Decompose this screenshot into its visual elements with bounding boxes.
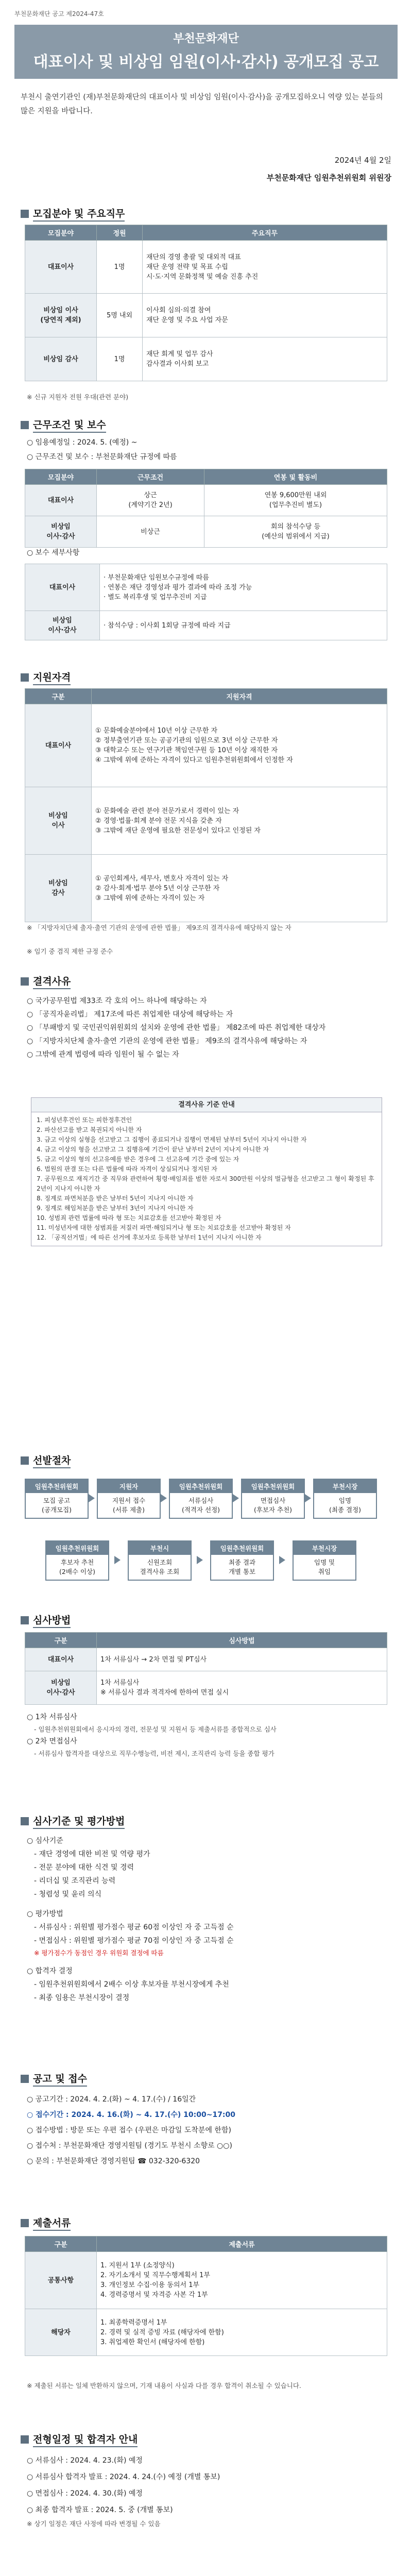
signer: 부천문화재단 임원추천위원회 위원장 — [266, 173, 391, 182]
flow-step: 부천시 신원조회 결격사유 조회 — [128, 1540, 192, 1581]
list-item: ○ 평가방법 — [27, 1910, 63, 1918]
list-item: ○ 서류심사 : 2024. 4. 23.(화) 예정 — [27, 2456, 143, 2465]
list-item: - 청렴성 및 윤리 의식 — [34, 1890, 102, 1899]
guide-line: 5. 금고 이상의 형의 선고유예를 받은 경우에 그 선고유예 기간 중에 있는 자 — [37, 1156, 239, 1163]
table-row: 대표이사 1차 서류심사 → 2차 면접 및 PT심사 — [25, 1648, 387, 1671]
section-marker-icon — [21, 210, 29, 218]
list-item: ○ 접수처 : 부천문화재단 경영지원팀 (경기도 부천시 소향로 ○○) — [27, 2142, 232, 2150]
flow-step: 임원추천위원회 최종 결과 개별 통보 — [210, 1540, 274, 1581]
table-row: 비상임 이사 ① 문화예술 관련 분야 전문가로서 경력이 있는 자 ② 경영·법률·회계 분야 전문 지식을 갖춘 자 ③ 그밖에 재단 운영에 필요한 전문성이 있다고 인정된 자 — [25, 787, 387, 855]
section-marker-icon — [21, 977, 29, 986]
table-row: 해당자 1. 최종학력증명서 1부 2. 경력 및 실적 증빙 자료 (해당자에 한함) 3. 취업제한 확인서 (해당자에 한함) — [25, 2309, 387, 2356]
org-name: 부천문화재단 — [173, 32, 239, 45]
list-item: ※ 평가점수가 동점인 경우 위원회 결정에 따름 — [34, 1949, 164, 1957]
arrow-right-icon — [279, 1556, 285, 1564]
arrow-right-icon — [233, 1494, 239, 1502]
col-header: 근무조건 — [97, 469, 204, 485]
list-item: ○ 2차 면접심사 — [27, 1737, 77, 1745]
col-header: 연봉 및 활동비 — [204, 469, 387, 485]
bullet-text: ○ 보수 세부사항 — [27, 549, 80, 557]
section-marker-icon — [21, 1616, 29, 1624]
page-title: 대표이사 및 비상임 임원(이사·감사) 공개모집 공고 — [33, 53, 379, 71]
section-title-9: 제출서류 — [21, 2215, 71, 2229]
arrow-right-icon — [89, 1494, 95, 1502]
intro-text: 부천시 출연기관인 (재)부천문화재단의 대표이사 및 비상임 임원(이사·감사)을 공개모집하오니 역량 있는 분들의 많은 지원을 바랍니다. — [21, 93, 383, 115]
arrow-right-icon — [305, 1494, 311, 1502]
guide-line: 11. 미성년자에 대한 성범죄를 저질러 파면·해임되거나 형 또는 치료감호를 선고받아 확정된 자 — [37, 1224, 291, 1231]
section-title-4: 결격사유 — [21, 974, 71, 988]
flow-step: 부천시장 임명 (최종 결정) — [313, 1479, 377, 1519]
bullet-text: ○ 임용예정일 : 2024. 5. (예정) ~ — [27, 438, 138, 447]
section-marker-icon — [21, 2219, 29, 2227]
guide-line: 8. 징계로 파면처분을 받은 날부터 5년이 지나지 아니한 자 — [37, 1195, 194, 1202]
list-item: ○ 「지방자치단체 출자·출연 기관의 운영에 관한 법률」 제9조의 결격사유에 해당하는 자 — [27, 1037, 307, 1045]
list-item: ○ 접수방법 : 방문 또는 우편 접수 (우편은 마감일 도착분에 한함) — [27, 2126, 231, 2134]
list-item: ○ 그밖에 관계 법령에 따라 임원이 될 수 없는 자 — [27, 1050, 179, 1059]
guide-line: 12. 「공직선거법」에 따른 선거에 후보자로 등록한 날부터 1년이 지나지 아니한 자 — [37, 1234, 262, 1241]
bullet-text: ○ 근무조건 및 보수 : 부천문화재단 규정에 따름 — [27, 453, 177, 461]
announcement-number: 부천문화재단 공고 제2024-47호 — [14, 10, 104, 18]
guide-line: 3. 금고 이상의 실형을 선고받고 그 집행이 종료되거나 집행이 면제된 날부터 5년이 지나지 아니한 자 — [37, 1136, 307, 1143]
table-row: 대표이사 · 부천문화재단 임원보수규정에 따름 · 연봉은 재단 경영성과 평가 결과에 따라 조정 가능 · 별도 복리후생 및 업무추진비 지급 — [25, 564, 387, 611]
list-item: - 임원추천위원회에서 2배수 이상 후보자를 부천시장에게 추천 — [34, 1980, 229, 1989]
list-item: - 리더십 및 조직관리 능력 — [34, 1877, 116, 1885]
section-title-8: 공고 및 접수 — [21, 2071, 87, 2085]
list-item: - 전문 분야에 대한 식견 및 경력 — [34, 1863, 134, 1872]
table-row: 비상임 감사 ① 공인회계사, 세무사, 변호사 자격이 있는 자 ② 감사·회계·법무 분야 5년 이상 근무한 자 ③ 그밖에 위에 준하는 자격이 있는 자 — [25, 855, 387, 922]
table-screening — [25, 1632, 387, 1705]
list-item: ○ 국가공무원법 제33조 각 호의 어느 하나에 해당하는 자 — [27, 997, 207, 1005]
flow-step: 지원자 지원서 접수 (서류 제출) — [97, 1479, 161, 1519]
list-item: ○ 면접심사 : 2024. 4. 30.(화) 예정 — [27, 2489, 143, 2498]
section-marker-icon — [21, 1817, 29, 1825]
col-header: 제출서류 — [97, 2236, 387, 2252]
table-row: 공통사항 1. 지원서 1부 (소정양식) 2. 자기소개서 및 직무수행계획서 1부 3. 개인정보 수집·이용 동의서 1부 4. 경력증명서 및 자격증 사본 각 1부 — [25, 2252, 387, 2309]
disqualification-guide-box — [31, 1097, 382, 1246]
col-header: 구분 — [25, 2236, 97, 2252]
section-title-7: 심사기준 및 평가방법 — [21, 1814, 125, 1827]
list-item: ○ 「공직자윤리법」 제17조에 따른 취업제한 대상에 해당하는 자 — [27, 1010, 233, 1019]
table-row: 비상임 이사·감사 비상근 회의 참석수당 등 (예산의 범위에서 지급) — [25, 516, 387, 548]
note-text: ※ 제출된 서류는 일체 반환하지 않으며, 기재 내용이 사실과 다를 경우 합격이 취소될 수 있습니다. — [27, 2382, 301, 2389]
list-item: - 서류심사 : 위원별 평가점수 평균 60점 이상인 자 중 고득점 순 — [34, 1923, 234, 1931]
submission-list — [27, 2092, 387, 2169]
section-marker-icon — [21, 421, 29, 429]
list-item: ○ 최종 합격자 발표 : 2024. 5. 중 (개별 통보) — [27, 2506, 173, 2514]
section-title-2: 근무조건 및 보수 — [21, 417, 106, 431]
col-header: 지원자격 — [92, 689, 387, 704]
screening-details — [27, 1710, 387, 1759]
flow-step: 임원추천위원회 모집 공고 (공개모집) — [25, 1479, 89, 1519]
list-item: ○ 「부패방지 및 국민권익위원회의 설치와 운영에 관한 법률」 제82조에 따른 취업제한 대상자 — [27, 1024, 326, 1032]
col-header: 심사방법 — [97, 1633, 387, 1648]
guide-line: 10. 성범죄 관련 법률에 따라 형 또는 치료감호를 선고받아 확정된 자 — [37, 1214, 221, 1222]
list-item: ○ 합격자 결정 — [27, 1967, 73, 1975]
list-item: - 최종 임용은 부천시장이 결정 — [34, 1994, 130, 2002]
flow-step: 임원추천위원회 서류심사 (적격자 선정) — [169, 1479, 233, 1519]
list-item: ○ 접수기간 : 2024. 4. 16.(화) ~ 4. 17.(수) 10:00~17:00 — [27, 2111, 236, 2119]
guide-line: 1. 피성년후견인 또는 피한정후견인 — [37, 1116, 132, 1124]
arrow-right-icon — [114, 1556, 121, 1564]
section-marker-icon — [21, 1456, 29, 1465]
list-item: - 임원추천위원회에서 응시자의 경력, 전문성 및 지원서 등 제출서류를 종합적으로 심사 — [34, 1725, 277, 1733]
flow-step: 임원추천위원회 면접심사 (후보자 추천) — [241, 1479, 305, 1519]
table-conditions — [25, 469, 387, 548]
arrow-right-icon — [197, 1556, 203, 1564]
table-row: 대표이사 ① 문화예술분야에서 10년 이상 근무한 자 ② 정부출연기관 또는 공공기관의 임원으로 3년 이상 근무한 자 ③ 대학교수 또는 연구기관 책임연구원 등 10년 이상 재직한 자 ④ 그밖에 위에 준하는 자격이 있다고 임원추천위원회에서 인정한 자 — [25, 704, 387, 787]
flow-step: 임원추천위원회 후보자 추천 (2배수 이상) — [45, 1540, 109, 1581]
title-banner — [14, 25, 398, 79]
table-row: 대표이사 1명 재단의 경영 총괄 및 대외적 대표 재단 운영 전략 및 목표 수립 시·도·지역 문화정책 및 예술 진흥 추진 — [25, 241, 387, 294]
criteria-list — [27, 1834, 387, 2005]
list-item: - 면접심사 : 위원별 평가점수 평균 70점 이상인 자 중 고득점 순 — [34, 1937, 234, 1945]
table-recruit-fields — [25, 225, 387, 381]
note-text: ※ 「지방자치단체 출자·출연 기관의 운영에 관한 법률」 제9조의 결격사유에 해당하지 않는 자 — [27, 924, 291, 931]
schedule-list — [27, 2452, 387, 2529]
table-row: 비상임 감사 1명 재단 회계 및 업무 감사 감사결과 이사회 보고 — [25, 337, 387, 381]
section-title-3: 지원자격 — [21, 670, 71, 684]
col-header: 정원 — [97, 225, 143, 241]
guide-title: 결격사유 기준 안내 — [31, 1098, 382, 1112]
section-title-5: 선발절차 — [21, 1453, 71, 1467]
section-marker-icon — [21, 2075, 29, 2083]
table-documents — [25, 2236, 387, 2356]
guide-line: 7. 공무원으로 재직기간 중 직무와 관련하여 횡령·배임죄를 범한 자로서 300만원 이상의 벌금형을 선고받고 그 형이 확정된 후 2년이 지나지 아니한 자 — [37, 1175, 374, 1192]
table-pay-details — [25, 564, 387, 640]
col-header: 구분 — [25, 689, 92, 704]
list-item: ○ 문의 : 부천문화재단 경영지원팀 ☎ 032-320-6320 — [27, 2157, 200, 2165]
arrow-right-icon — [161, 1494, 167, 1502]
list-item: ○ 1차 서류심사 — [27, 1713, 77, 1721]
list-item: ○ 심사기준 — [27, 1837, 63, 1845]
list-item: ○ 서류심사 합격자 발표 : 2024. 4. 24.(수) 예정 (개별 통보) — [27, 2473, 220, 2481]
table-row: 비상임 이사 (당연직 제외) 5명 내외 이사회 심의·의결 참여 재단 운영 및 주요 사업 자문 — [25, 294, 387, 337]
col-header: 모집분야 — [25, 469, 97, 485]
note-text: ※ 신규 지원자 전원 우대(관련 분야) — [27, 393, 129, 401]
table-row: 대표이사 상근 (계약기간 2년) 연봉 9,600만원 내외 (업무추진비 별도) — [25, 485, 387, 516]
guide-line: 9. 징계로 해임처분을 받은 날부터 3년이 지나지 아니한 자 — [37, 1205, 194, 1212]
guide-line: 2. 파산선고를 받고 복권되지 아니한 자 — [37, 1126, 142, 1133]
list-item: ※ 상기 일정은 재단 사정에 따라 변경될 수 있음 — [27, 2520, 161, 2528]
section-title-6: 심사방법 — [21, 1613, 71, 1626]
table-row: 비상임 이사·감사 · 참석수당 : 이사회 1회당 규정에 따라 지급 — [25, 611, 387, 640]
note-text: ※ 임기 중 겸직 제한 규정 준수 — [27, 947, 113, 955]
list-item: - 서류심사 합격자를 대상으로 직무수행능력, 비전 제시, 조직관리 능력 등을 종합 평가 — [34, 1750, 274, 1757]
section-marker-icon — [21, 673, 29, 682]
list-item: - 재단 경영에 대한 비전 및 역량 평가 — [34, 1850, 150, 1858]
col-header: 구분 — [25, 1633, 97, 1648]
section-title-10: 전형일정 및 합격자 안내 — [21, 2432, 138, 2446]
table-row: 비상임 이사·감사 1차 서류심사 ※ 서류심사 결과 적격자에 한하여 면접 실시 — [25, 1671, 387, 1705]
col-header: 모집분야 — [25, 225, 97, 241]
disqualification-list — [27, 994, 387, 1061]
announcement-date: 2024년 4월 2일 — [334, 156, 391, 165]
table-qualifications — [25, 688, 387, 922]
section-title-1: 모집분야 및 주요직무 — [21, 206, 125, 220]
flow-step: 부천시장 임명 및 취임 — [293, 1540, 356, 1581]
guide-line: 4. 금고 이상의 형을 선고받고 그 집행유예 기간이 끝난 날부터 2년이 지나지 아니한 자 — [37, 1146, 269, 1153]
col-header: 주요직무 — [143, 225, 387, 241]
list-item: ○ 공고기간 : 2024. 4. 2.(화) ~ 4. 17.(수) / 16일간 — [27, 2095, 196, 2104]
guide-line: 6. 법원의 판결 또는 다른 법률에 따라 자격이 상실되거나 정지된 자 — [37, 1165, 217, 1173]
section-marker-icon — [21, 2435, 29, 2444]
